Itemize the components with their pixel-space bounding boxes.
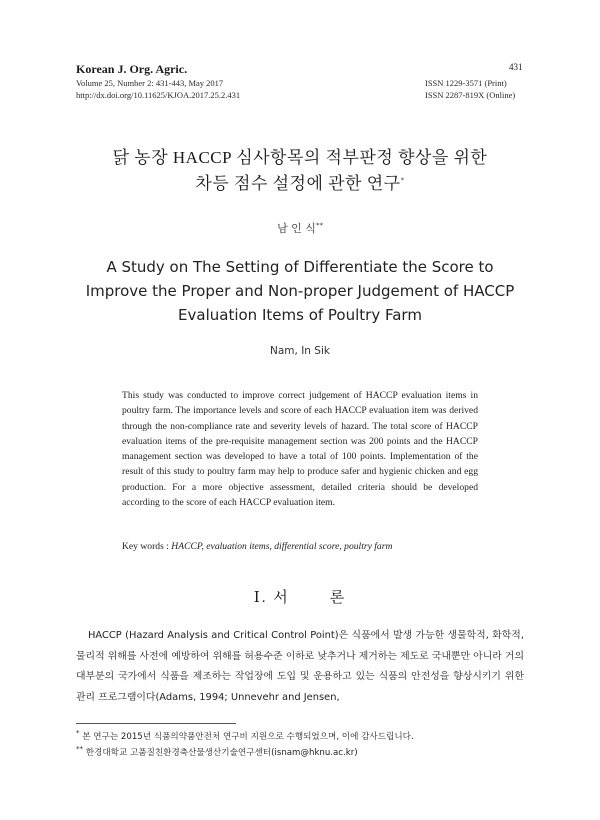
author-footnote-marker: ** bbox=[315, 221, 323, 230]
doi-line: http://dx.doi.org/10.11625/KJOA.2017.25.2.431 bbox=[76, 90, 241, 100]
english-title-line-3: Evaluation Items of Poultry Farm bbox=[178, 306, 422, 324]
volume-line: Volume 25, Number 2: 431-443, May 2017 bbox=[76, 78, 224, 88]
footnote-marker-1: * bbox=[76, 729, 80, 738]
korean-title-line-1: 닭 농장 HACCP 심사항목의 적부판정 향상을 위한 bbox=[112, 148, 488, 167]
footnote-text-1: 본 연구는 2015년 식품의약품안전처 연구비 지원으로 수행되었으며, 이에 감사드립니다. bbox=[79, 732, 414, 742]
korean-author-name: 남 인 식 bbox=[277, 222, 316, 235]
footnote-funding bbox=[76, 730, 414, 742]
keywords-label: Key words : bbox=[122, 541, 172, 552]
page-number: 431 bbox=[509, 62, 523, 72]
korean-title-text: 차등 점수 설정에 관한 연구 bbox=[195, 174, 401, 193]
korean-title-line-2 bbox=[40, 172, 560, 196]
section-heading bbox=[40, 586, 560, 607]
keywords bbox=[122, 541, 392, 552]
keywords-values: HACCP, evaluation items, differential score, poultry farm bbox=[171, 541, 393, 552]
section-heading-start: Ⅰ. 서 bbox=[253, 590, 290, 606]
english-title-line-1: A Study on The Setting of Differentiate the Score to bbox=[106, 258, 494, 276]
korean-author bbox=[40, 220, 560, 236]
english-author: Nam, In Sik bbox=[270, 345, 330, 357]
section-heading-end: 론 bbox=[329, 590, 347, 606]
abstract: This study was conducted to improve correct judgement of HACCP evaluation items in poultry farm. The importance levels and score of each HACCP evaluation item was derived through the non-compliance rate and severity levels of hazard. The total score of HACCP evaluation items of the pre-requisite management section was 200 points and the HACCP management section was developed to have a total of 100 points. Implementation of the result of this study to poultry farm may help to produce safer and hygienic chicken and egg production. For a more objective assessment, detailed criteria should be developed according to the score of each HACCP evaluation item. bbox=[122, 390, 478, 509]
footnote-marker-2: ** bbox=[76, 745, 83, 754]
english-title-line-2: Improve the Proper and Non-proper Judgement of HACCP bbox=[85, 282, 515, 300]
footnote-divider bbox=[76, 723, 236, 724]
footnote-affiliation bbox=[76, 746, 358, 758]
footnote-text-2: 한경대학교 고품질친환경축산물생산기술연구센터(isnam@hknu.ac.kr) bbox=[83, 748, 358, 758]
body-paragraph: HACCP (Hazard Analysis and Critical Control Point)은 식품에서 발생 가능한 생물학적, 화학적, 물리적 위해를 사전에 예방하여 위해를 허용수준 이하로 낮추거나 제거하는 제도로 국내뿐만 아니라 거의 대부분의 국가에서 식품을 제조하는 작업장에 도입 및 운용하고 있는 식품의 안전성을 향상시키기 위한 관리 프로그램이다(Adams, 1994; Unnevehr and Jensen, bbox=[76, 630, 524, 703]
title-footnote-marker: * bbox=[400, 176, 405, 185]
issn-online: ISSN 2287-819X (Online) bbox=[425, 90, 516, 100]
journal-name: Korean J. Org. Agric. bbox=[76, 62, 188, 76]
issn-print: ISSN 1229-3571 (Print) bbox=[425, 78, 507, 88]
